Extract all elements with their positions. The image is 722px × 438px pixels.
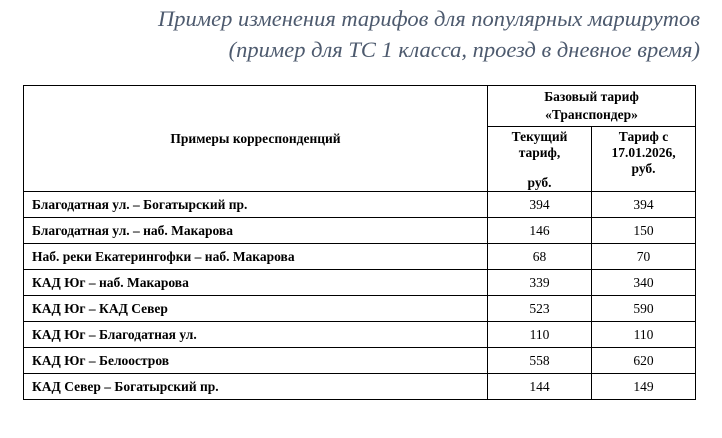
table-row (24, 296, 696, 322)
current-tariff-cell: 558 (488, 348, 592, 374)
current-tariff-cell: 110 (488, 322, 592, 348)
new-tariff-cell: 590 (592, 296, 696, 322)
table-row (24, 322, 696, 348)
header-base-tariff-line2: «Транспондер» (545, 107, 638, 122)
current-tariff-cell: 146 (488, 218, 592, 244)
header-current-line1: Текущий (511, 129, 568, 144)
table-row (24, 374, 696, 400)
route-cell: КАД Юг – КАД Север (24, 296, 488, 322)
header-new-line2: 17.01.2026, (611, 145, 676, 160)
new-tariff-cell: 340 (592, 270, 696, 296)
document-title: Пример изменения тарифов для популярных маршрутов (157, 6, 700, 31)
current-tariff-cell: 68 (488, 244, 592, 270)
table-row (24, 218, 696, 244)
route-cell: КАД Юг – Благодатная ул. (24, 322, 488, 348)
header-new-line1: Тариф с (618, 129, 669, 144)
route-cell: Благодатная ул. – наб. Макарова (24, 218, 488, 244)
current-tariff-cell: 523 (488, 296, 592, 322)
header-base-tariff-line1: Базовый тариф (544, 89, 639, 104)
route-cell: КАД Север – Богатырский пр. (24, 374, 488, 400)
header-current-line3: руб. (527, 175, 552, 190)
new-tariff-cell: 620 (592, 348, 696, 374)
header-base-tariff (488, 86, 696, 127)
route-cell: Наб. реки Екатерингофки – наб. Макарова (24, 244, 488, 270)
header-new-line3: руб. (631, 161, 656, 176)
header-new-tariff (592, 127, 696, 192)
table-row (24, 244, 696, 270)
route-cell: Благодатная ул. – Богатырский пр. (24, 192, 488, 218)
route-cell: КАД Юг – Белоостров (24, 348, 488, 374)
header-correspondences: Примеры корреспонденций (24, 86, 488, 192)
table-row (24, 348, 696, 374)
document-subtitle: (пример для ТС 1 класса, проезд в дневное время) (228, 37, 700, 62)
tariff-table (23, 85, 696, 400)
current-tariff-cell: 339 (488, 270, 592, 296)
current-tariff-cell: 144 (488, 374, 592, 400)
new-tariff-cell: 150 (592, 218, 696, 244)
header-current-tariff (488, 127, 592, 192)
route-cell: КАД Юг – наб. Макарова (24, 270, 488, 296)
new-tariff-cell: 110 (592, 322, 696, 348)
new-tariff-cell: 394 (592, 192, 696, 218)
table-row (24, 192, 696, 218)
header-current-line2: тариф, (518, 145, 561, 160)
table-row (24, 270, 696, 296)
current-tariff-cell: 394 (488, 192, 592, 218)
new-tariff-cell: 149 (592, 374, 696, 400)
new-tariff-cell: 70 (592, 244, 696, 270)
